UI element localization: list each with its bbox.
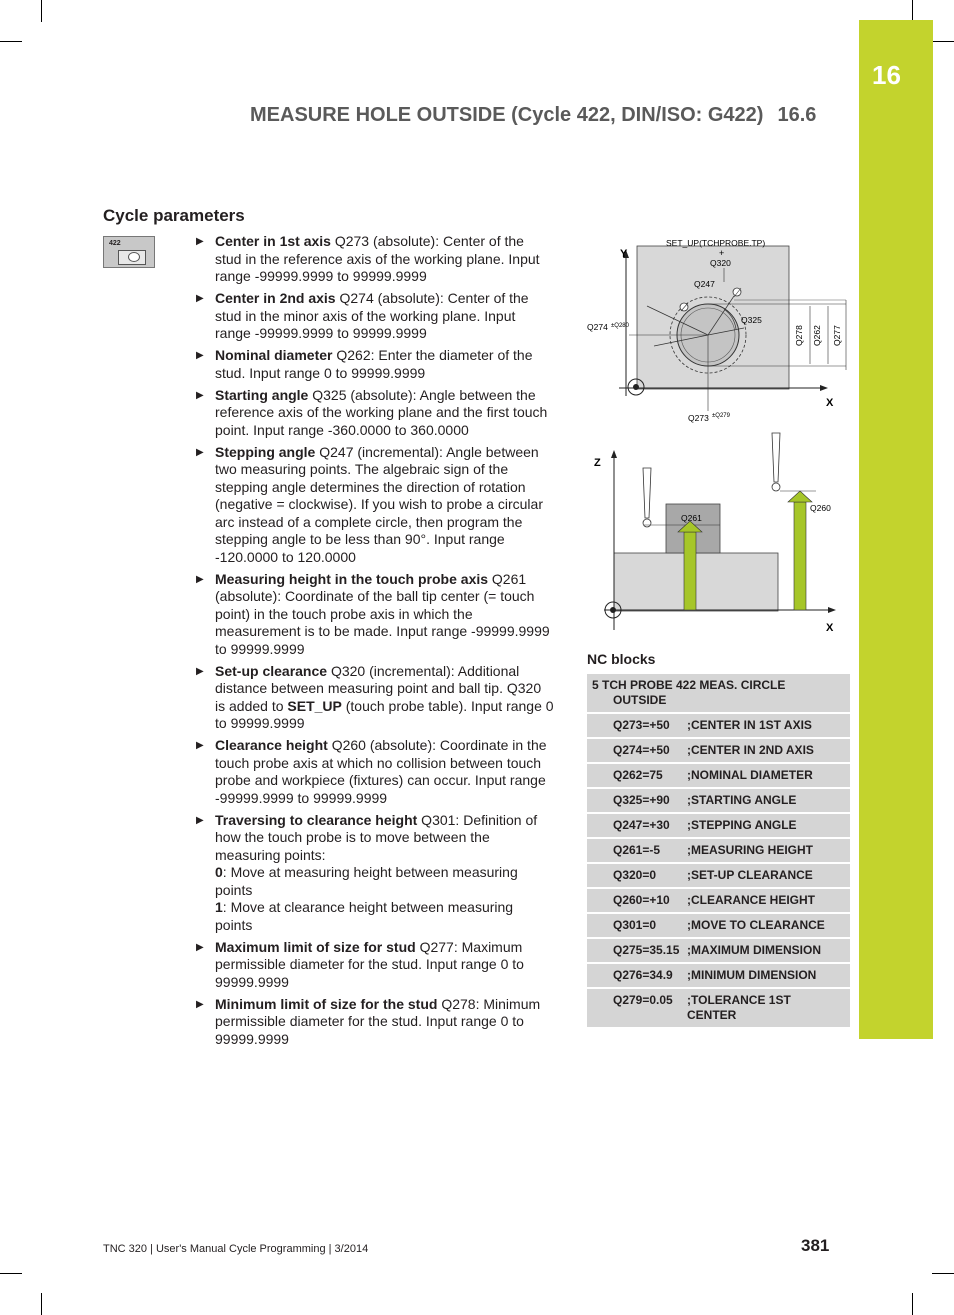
axis-y-label: Y: [620, 248, 628, 260]
param-name: Measuring height in the touch probe axis: [215, 570, 489, 587]
param-keyword: SET_UP: [287, 697, 342, 714]
bullet-icon: ▶: [196, 293, 204, 304]
nc-head-line2: OUTSIDE: [613, 693, 667, 707]
nc-comment: ;MINIMUM DIMENSION: [687, 968, 817, 982]
plus-sign: +: [719, 248, 725, 258]
nc-comment: ;MAXIMUM DIMENSION: [687, 943, 821, 957]
param-text: Q261 (absolute): Coordinate of the ball tip center (= touch point) in the touch probe axis in which the measurement is to be made. Input range -99999.9999 to 99999.9999: [215, 570, 550, 657]
bullet-icon: ▶: [196, 573, 204, 585]
nc-row: [587, 674, 850, 714]
param-name: Nominal diameter: [215, 347, 333, 363]
q320-label: Q320: [710, 258, 731, 268]
param-name: Traversing to clearance height: [215, 811, 418, 828]
nc-row: [587, 939, 850, 964]
chapter-number: 16: [872, 60, 901, 90]
crop-mark: [0, 1273, 22, 1274]
q325-label: Q325: [741, 315, 762, 325]
bullet-icon: ▶: [196, 740, 204, 751]
q277-label: Q277: [832, 325, 842, 346]
q279-label: ±Q279: [712, 413, 730, 419]
axis-z-label: Z: [594, 457, 601, 469]
nc-comment: ;MEASURING HEIGHT: [687, 843, 813, 857]
param-item: [196, 387, 554, 440]
option-text: : Move at clearance height between measuring points: [215, 899, 514, 933]
nc-code: Q275=35.15: [613, 943, 680, 957]
nc-code: Q260=+10: [613, 893, 670, 907]
nc-code: Q320=0: [613, 868, 657, 882]
option-text: : Move at measuring height between measuring points: [215, 864, 518, 898]
chapter-tab: [859, 20, 933, 1039]
param-name: Center in 2nd axis: [215, 290, 336, 306]
q273-label: Q273: [688, 413, 709, 423]
header-title: MEASURE HOLE OUTSIDE (Cycle 422, DIN/ISO: G422): [250, 104, 764, 126]
crop-mark: [932, 1273, 954, 1274]
param-text: Q274 (absolute): Center of the stud in the minor axis of the working plane. Input range -99999.9999 to 99999.9999: [215, 290, 529, 341]
param-item: [196, 444, 554, 567]
param-text: Q247 (incremental): Angle between two measuring points. The algebraic sign of the stepping angle determines the direction of rotation (negative = clockwise). If you wish to probe a circular arc instead of a complete circle, then program the stepping angle to be less than 90°. Input range -120.0000 to 120.0000: [215, 443, 543, 565]
nc-code: Q274=+50: [613, 743, 670, 757]
header-section: 16.6: [777, 104, 817, 126]
param-item: [196, 347, 554, 382]
nc-comment-line2: CENTER: [687, 1008, 737, 1022]
param-text: (touch probe table). Input range 0 to 99999.9999: [215, 697, 554, 731]
bullet-icon: ▶: [196, 665, 204, 677]
param-text: Q277: Maximum permissible diameter for the stud. Input range 0 to 99999.9999: [215, 938, 524, 990]
crop-mark: [41, 1293, 42, 1315]
cycle-number: 422: [109, 240, 121, 247]
q262-label: Q262: [812, 325, 822, 346]
footer-text: TNC 320 | User's Manual Cycle Programming | 3/2014: [103, 1243, 369, 1255]
param-text: Q320 (incremental): Additional distance between measuring point and ball tip. Q320 is added to: [215, 662, 542, 714]
cycle-softkey-icon: [103, 236, 155, 268]
q278-label: Q278: [794, 325, 804, 346]
nc-comment: [687, 993, 837, 1023]
nc-comment: ;SET-UP CLEARANCE: [687, 868, 813, 882]
nc-row: [587, 714, 850, 739]
page-header: [250, 104, 816, 127]
option-key: 1: [215, 899, 223, 915]
nc-comment: ;STARTING ANGLE: [687, 793, 797, 807]
nc-row: [587, 814, 850, 839]
nc-blocks-table: [587, 674, 850, 1029]
param-item: [196, 812, 554, 935]
param-item: [196, 737, 554, 807]
option-key: 0: [215, 864, 223, 880]
param-name: Set-up clearance: [215, 662, 328, 679]
param-name: Stepping angle: [215, 443, 316, 460]
param-text: Q260 (absolute): Coordinate in the touch probe axis at which no collision between touch probe and workpiece (fixtures) can occur. Input range -99999.9999 to 99999.9999: [215, 737, 547, 806]
param-item: [196, 939, 554, 992]
nc-row: [587, 914, 850, 939]
crop-mark: [912, 1293, 913, 1315]
bullet-icon: ▶: [196, 941, 204, 953]
param-text: Q278: Minimum permissible diameter for the stud. Input range 0 to 99999.9999: [215, 995, 541, 1047]
nc-code: Q301=0: [613, 918, 657, 932]
q261-label: Q261: [681, 513, 702, 523]
param-text: Q325 (absolute): Angle between the reference axis of the working plane and the first touch point. Input range -360.0000 to 360.0000: [215, 386, 548, 438]
param-name: Clearance height: [215, 737, 328, 753]
q247-label: Q247: [694, 279, 715, 289]
q274-label: Q274: [587, 322, 608, 332]
param-item: [196, 996, 554, 1049]
bullet-icon: ▶: [196, 236, 204, 247]
param-name: Maximum limit of size for stud: [215, 938, 416, 955]
nc-row: [587, 964, 850, 989]
param-item: [196, 663, 554, 733]
nc-row: [587, 864, 850, 889]
section-title: Cycle parameters: [103, 206, 245, 225]
q280-label: ±Q280: [611, 323, 629, 329]
figure-side-view: [584, 430, 850, 640]
setup-label: SET_UP(TCHPROBE.TP): [666, 238, 766, 248]
param-name: Starting angle: [215, 386, 309, 403]
nc-row: [587, 789, 850, 814]
param-item: [196, 233, 554, 286]
crop-mark: [932, 41, 954, 42]
bullet-icon: ▶: [196, 389, 204, 401]
crop-mark: [912, 0, 913, 22]
nc-head-line1: 5 TCH PROBE 422 MEAS. CIRCLE: [592, 678, 786, 692]
nc-row: [587, 839, 850, 864]
nc-code: Q262=75: [613, 768, 663, 782]
nc-comment: ;CENTER IN 1ST AXIS: [687, 718, 812, 732]
nc-code: Q279=0.05: [613, 993, 673, 1007]
nc-row: [587, 739, 850, 764]
param-item: [196, 290, 554, 343]
nc-code: Q273=+50: [613, 718, 670, 732]
bullet-icon: ▶: [196, 446, 204, 458]
page-number: 381: [801, 1236, 830, 1255]
param-item: [196, 571, 554, 659]
bullet-icon: ▶: [196, 350, 204, 361]
nc-comment: ;CLEARANCE HEIGHT: [687, 893, 815, 907]
param-text: Q301: Definition of how the touch probe is to move between the measuring points:: [215, 811, 538, 863]
bullet-icon: ▶: [196, 814, 204, 826]
nc-row: [587, 764, 850, 789]
param-text: Q273 (absolute): Center of the stud in the reference axis of the working plane. Input range -99999.9999 to 99999.9999: [215, 233, 540, 284]
nc-row: [587, 989, 850, 1029]
nc-code: Q276=34.9: [613, 968, 673, 982]
param-text: Q262: Enter the diameter of the stud. Input range 0 to 99999.9999: [215, 347, 533, 381]
bullet-icon: ▶: [196, 998, 204, 1010]
q260-label: Q260: [810, 503, 831, 513]
nc-comment: ;CENTER IN 2ND AXIS: [687, 743, 814, 757]
nc-comment: ;MOVE TO CLEARANCE: [687, 918, 825, 932]
param-name: Center in 1st axis: [215, 233, 331, 249]
axis-x-label: X: [826, 622, 834, 634]
nc-comment: ;NOMINAL DIAMETER: [687, 768, 813, 782]
nc-row: [587, 889, 850, 914]
crop-mark: [0, 41, 22, 42]
figure-top-view: [584, 236, 850, 426]
param-name: Minimum limit of size for the stud: [215, 995, 438, 1012]
circle-icon: [128, 252, 140, 262]
nc-code: Q325=+90: [613, 793, 670, 807]
nc-comment: ;STEPPING ANGLE: [687, 818, 797, 832]
parameter-list: [196, 233, 554, 1053]
crop-mark: [41, 0, 42, 22]
nc-code: Q261=-5: [613, 843, 661, 857]
nc-code: Q247=+30: [613, 818, 670, 832]
nc-blocks-title: NC blocks: [587, 651, 656, 667]
nc-comment-line1: ;TOLERANCE 1ST: [687, 993, 791, 1007]
axis-x-label: X: [826, 397, 834, 409]
